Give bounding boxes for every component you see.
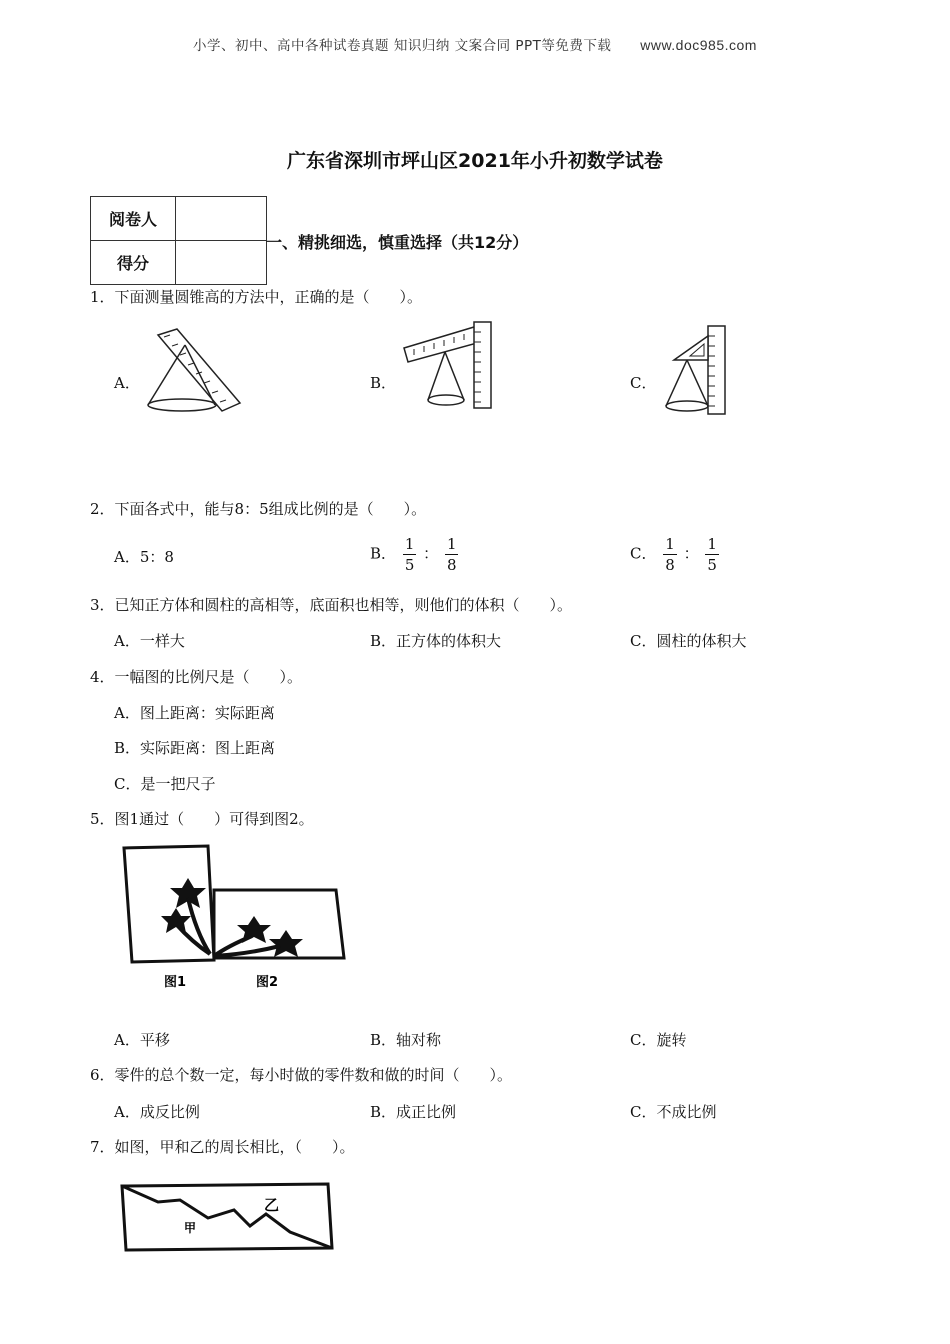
option-5c[interactable]: C．旋转 — [630, 1031, 687, 1049]
option-2a[interactable]: A．5：8 — [114, 548, 174, 566]
fraction: $\frac{1}{8}$ — [665, 535, 675, 574]
site-header — [0, 34, 950, 54]
score-cell[interactable] — [176, 241, 267, 285]
question-4 — [90, 666, 302, 687]
question-1 — [90, 286, 422, 307]
option-1a[interactable]: A． — [114, 374, 140, 392]
question-number: 7． — [90, 1138, 115, 1156]
option-5a[interactable]: A．平移 — [114, 1031, 170, 1049]
figure-1b-cone-ruler — [400, 318, 500, 413]
option-2b[interactable] — [370, 534, 460, 575]
question-text: 下面测量圆锥高的方法中，正确的是（ ）。 — [114, 288, 423, 306]
option-4a[interactable]: A．图上距离：实际距离 — [114, 704, 275, 722]
figure-label-jia: 甲 — [184, 1221, 197, 1235]
question-3 — [90, 594, 572, 615]
question-number: 1． — [90, 288, 115, 306]
score-table — [90, 196, 267, 285]
figure-label-1: 图1 — [164, 975, 187, 990]
question-number: 5． — [90, 810, 115, 828]
option-2c[interactable] — [630, 534, 721, 575]
question-number: 4． — [90, 668, 115, 686]
option-1b[interactable]: B． — [370, 374, 397, 392]
reviewer-label: 阅卷人 — [91, 197, 176, 241]
fraction: $\frac{1}{5}$ — [707, 535, 717, 574]
question-text: 一幅图的比例尺是（ ）。 — [114, 668, 303, 686]
question-text: 下面各式中，能与8：5组成比例的是（ ）。 — [114, 500, 427, 518]
option-3c[interactable]: C．圆柱的体积大 — [630, 632, 747, 650]
question-number: 2． — [90, 500, 115, 518]
option-5b[interactable]: B．轴对称 — [370, 1031, 442, 1049]
question-text: 图1通过（ ）可得到图2。 — [114, 810, 314, 828]
option-6a[interactable]: A．成反比例 — [114, 1103, 200, 1121]
section-heading: 一、精挑细选，慎重选择（共12分） — [266, 233, 529, 252]
fraction: $\frac{1}{8}$ — [446, 535, 457, 574]
figure-5-flower-transform — [118, 842, 350, 992]
reviewer-cell[interactable] — [176, 197, 267, 241]
fraction: $\frac{1}{5}$ — [404, 535, 415, 574]
score-label: 得分 — [91, 241, 176, 285]
question-text: 已知正方体和圆柱的高相等，底面积也相等，则他们的体积（ ）。 — [114, 596, 573, 614]
option-label: B． — [370, 544, 397, 563]
question-2 — [90, 498, 426, 519]
question-text: 零件的总个数一定，每小时做的零件数和做的时间（ ）。 — [114, 1066, 513, 1084]
question-number: 3． — [90, 596, 115, 614]
colon: ： — [423, 544, 439, 563]
option-6c[interactable]: C．不成比例 — [630, 1103, 717, 1121]
header-site: www.doc985.com — [640, 37, 757, 53]
option-label: C． — [630, 544, 657, 563]
figure-7-perimeter — [118, 1178, 338, 1258]
question-6 — [90, 1064, 512, 1085]
question-7 — [90, 1136, 355, 1157]
option-6b[interactable]: B．成正比例 — [370, 1103, 457, 1121]
colon: ： — [683, 544, 699, 563]
question-5 — [90, 808, 314, 829]
figure-label-2: 图2 — [256, 975, 279, 990]
option-3b[interactable]: B．正方体的体积大 — [370, 632, 502, 650]
question-text: 如图，甲和乙的周长相比，（ ）。 — [114, 1138, 355, 1156]
header-text: 小学、初中、高中各种试卷真题 知识归纳 文案合同 PPT等免费下载 — [193, 38, 612, 54]
option-1c[interactable]: C． — [630, 374, 657, 392]
page-title: 广东省深圳市坪山区2021年小升初数学试卷 — [287, 150, 663, 172]
option-4c[interactable]: C．是一把尺子 — [114, 775, 216, 793]
figure-1c-cone-triangle — [660, 322, 740, 417]
option-3a[interactable]: A．一样大 — [114, 632, 185, 650]
figure-1a-cone-ruler — [140, 325, 250, 420]
option-4b[interactable]: B．实际距离：图上距离 — [114, 739, 276, 757]
figure-label-yi: 乙 — [264, 1196, 280, 1214]
question-number: 6． — [90, 1066, 115, 1084]
